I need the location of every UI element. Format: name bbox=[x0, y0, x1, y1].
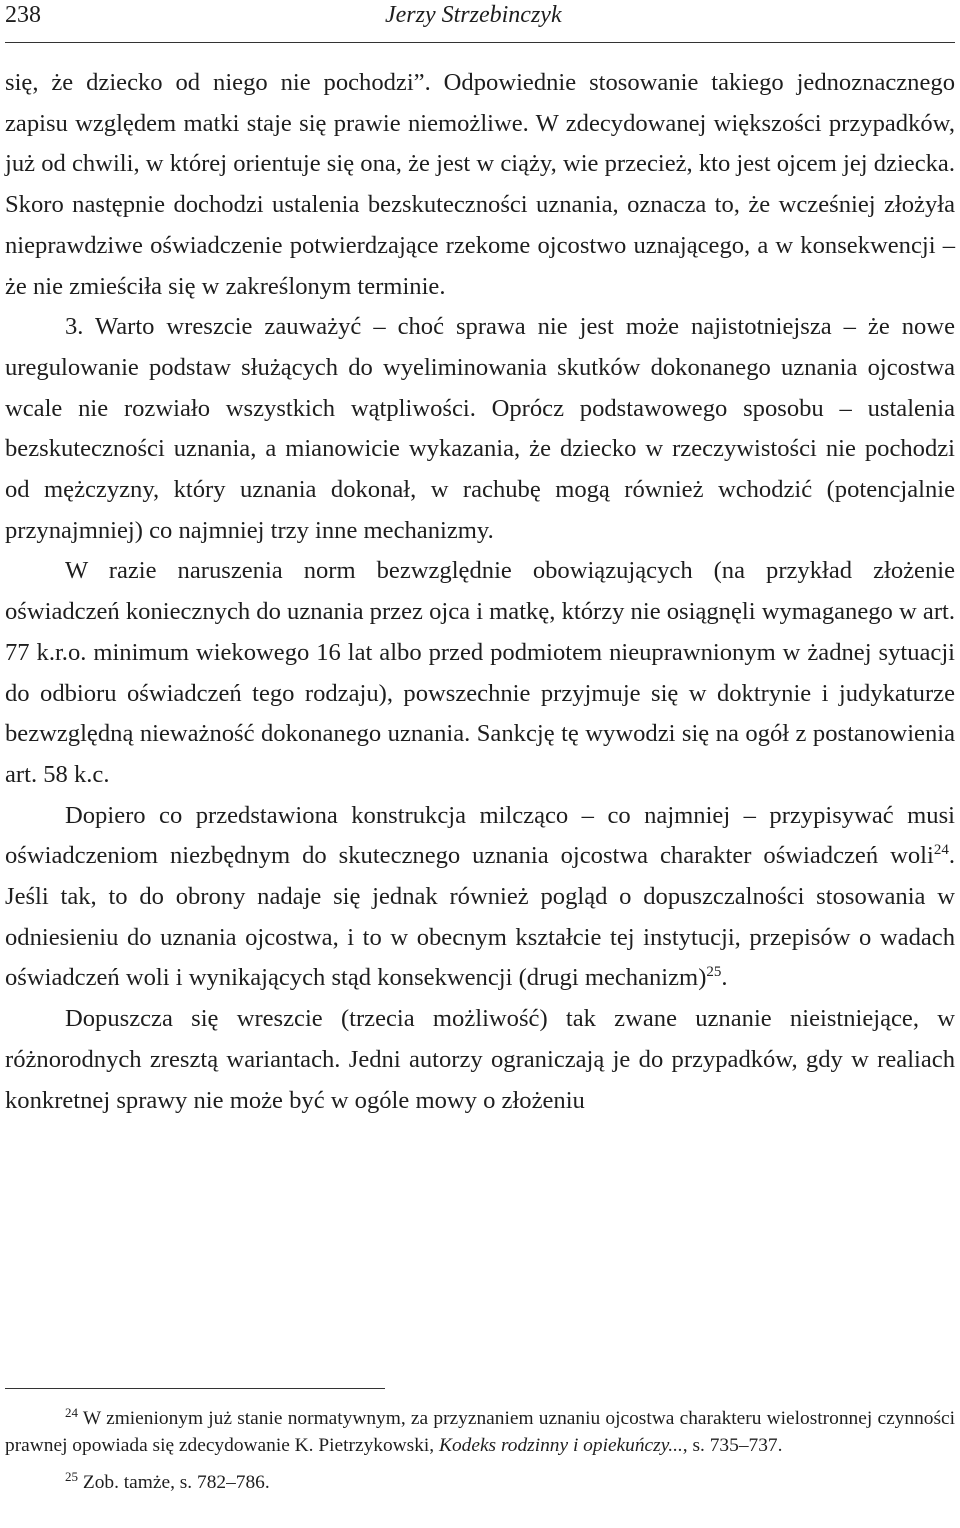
paragraph-1: się, że dziecko od niego nie pochodzi”. Odpowiednie stosowanie takiego jednoznacznego zapisu względem matki staje się prawie niemożliwe. W zdecydowanej większości przypadków, już od chwili, w której orientuje się ona, że jest w ciąży, wie przecież, kto jest ojcem jej dziecka. Skoro następnie dochodzi ustalenia bezskuteczności uznania, oznacza to, że wcześniej złożyła nieprawdziwe oświadczenie potwierdzające rzekome ojcostwo uznającego, a w konsekwencji – że nie zmieściła się w zakreślonym terminie. bbox=[5, 69, 955, 300]
footnote-24-text: W zmienionym już stanie normatywnym, za przyznaniem uznaniu ojcostwa charakteru wielostronnej czynności prawnej opowiada się zdecydowanie K. Pietrzykowski, bbox=[5, 1408, 955, 1456]
page-number: 238 bbox=[5, 2, 41, 28]
paragraph-4-part-2: . Jeśli tak, to do obrony nadaje się jednak również pogląd o dopuszczalności stosowania w odniesieniu do uznania ojcostwa, i to w obecnym kształcie tej instytucji, przepisów o wadach oświadczeń woli i wynikających stąd konsekwencji (drugi mechanizm) bbox=[5, 842, 955, 992]
running-header bbox=[5, 0, 955, 43]
footnote-25-text: Zob. tamże, s. 782–786. bbox=[78, 1472, 270, 1493]
paragraph-4-part-1: Dopiero co przedstawiona konstrukcja milcząco – co najmniej – przypisywać musi oświadczeniom niezbędnym do skutecznego uznania ojcostwa charakter oświadczeń woli bbox=[5, 801, 955, 870]
footnote-24 bbox=[5, 1405, 955, 1459]
footnote-ref-25[interactable]: 25 bbox=[706, 964, 722, 981]
paragraph-3: W razie naruszenia norm bezwzględnie obowiązujących (na przykład złożenie oświadczeń koniecznych do uznania przez ojca i matkę, którzy nie osiągnęli wymaganego w art. 77 k.r.o. minimum wiekowego 16 lat albo przed podmiotem nieuprawnionym w żadnej sytuacji do odbioru oświadczeń tego rodzaju), powszechnie przyjmuje się w doktrynie i judykaturze bezwzględną nieważność dokonanego uznania. Sankcję tę wywodzi się na ogół z postanowienia art. 58 k.c. bbox=[5, 557, 955, 788]
footnote-24-tail: , s. 735–737. bbox=[682, 1435, 783, 1456]
footnote-25-number: 25 bbox=[65, 1469, 78, 1484]
running-header-author: Jerzy Strzebinczyk bbox=[385, 2, 562, 28]
footnote-ref-24[interactable]: 24 bbox=[933, 842, 949, 859]
paragraph-4-part-3: . bbox=[721, 964, 728, 992]
footnote-separator bbox=[5, 1388, 385, 1389]
footnote-24-number: 24 bbox=[65, 1405, 78, 1420]
footnotes bbox=[5, 1405, 955, 1496]
paragraph-5: Dopuszcza się wreszcie (trzecia możliwość) tak zwane uznanie nieistniejące, w różnorodnych zresztą wariantach. Jedni autorzy ograniczają je do przypadków, gdy w realiach konkretnej sprawy nie może być w ogóle mowy o złożeniu bbox=[5, 1005, 955, 1114]
document-page bbox=[5, 0, 955, 1528]
paragraph-4 bbox=[5, 796, 955, 1000]
footnote-25 bbox=[5, 1469, 955, 1496]
body-text bbox=[5, 63, 955, 1121]
paragraph-2: 3. Warto wreszcie zauważyć – choć sprawa nie jest może najistotniejsza – że nowe uregulowanie podstaw służących do wyeliminowania skutków dokonanego uznania ojcostwa wcale nie rozwiało wszystkich wątpliwości. Oprócz podstawowego sposobu – ustalenia bezskuteczności uznania, a mianowicie wykazania, że dziecko w rzeczywistości nie pochodzi od mężczyzny, który uznania dokonał, w rachubę mogą również wchodzić (potencjalnie przynajmniej) co najmniej trzy inne mechanizmy. bbox=[5, 313, 955, 544]
footnote-24-title: Kodeks rodzinny i opiekuńczy... bbox=[439, 1435, 683, 1456]
